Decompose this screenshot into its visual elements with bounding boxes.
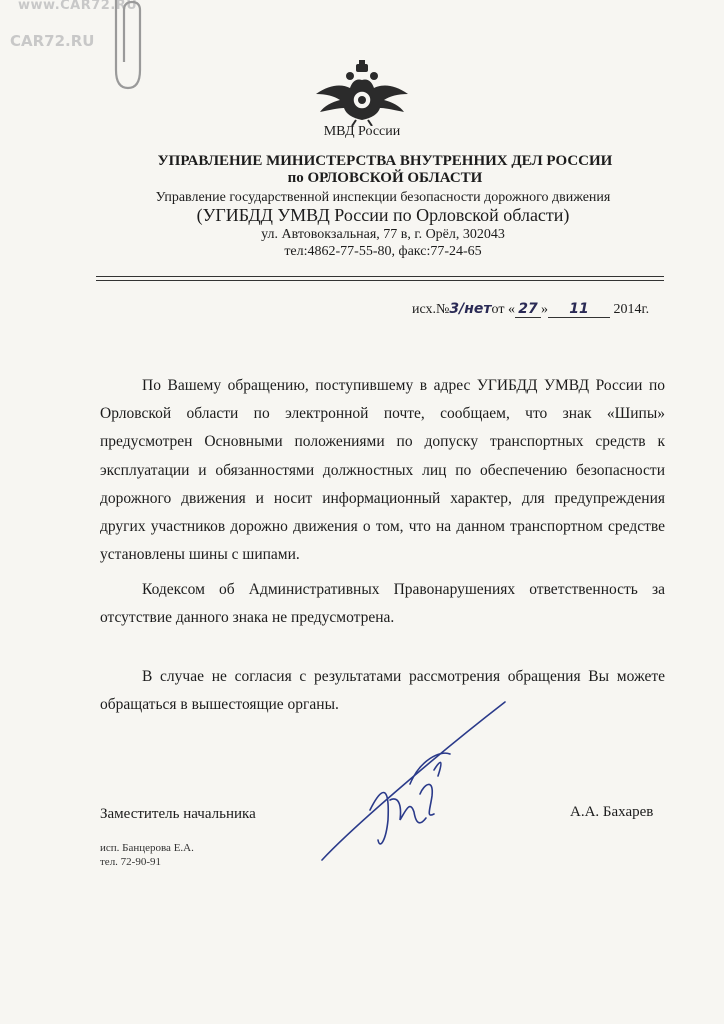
reference-number: 3/нет bbox=[449, 301, 492, 317]
outgoing-reference bbox=[412, 301, 649, 318]
reference-close-quote: » bbox=[540, 302, 548, 317]
paper-clip-icon bbox=[98, 0, 150, 95]
signatory-position: Заместитель начальника bbox=[100, 806, 256, 822]
reference-prefix: исх.№ bbox=[412, 302, 450, 317]
phone-fax: тел:4862-77-55-80, факс:77-24-65 bbox=[284, 244, 482, 259]
body-paragraph-3: В случае не согласия с результатами рассмотрения обращения Вы можете обращаться в вышестоящие органы. bbox=[100, 668, 665, 714]
reference-year: 2014г. bbox=[613, 302, 650, 317]
body-paragraph-1: По Вашему обращению, поступившему в адрес УГИБДД УМВД России по Орловской области по электронной почте, сообщаем, что знак «Шипы» предусмотрен Основными положениями по допуску транспортных средств к эксплуатации и обязанностями должностных лиц по обеспечению безопасности дорожного движения и носит информационный характер, для предупреждения других участников дорожно движения о том, что на данном транспортном средстве установлены шины с шипами. bbox=[100, 377, 665, 564]
address: ул. Автовокзальная, 77 в, г. Орёл, 302043 bbox=[261, 227, 505, 242]
executor-phone: тел. 72-90-91 bbox=[100, 856, 162, 868]
department-abbreviation: (УГИБДД УМВД России по Орловской области) bbox=[196, 205, 570, 225]
signatory-name: А.А. Бахарев bbox=[570, 804, 654, 820]
header-divider-top bbox=[96, 276, 664, 277]
watermark-url: www.CAR72.RU bbox=[18, 0, 138, 13]
body-paragraph-2: Кодексом об Административных Правонарушениях ответственность за отсутствие данного знака не предусмотрена. bbox=[100, 581, 665, 627]
agency-short-name: МВД России bbox=[323, 124, 401, 139]
watermark-logo: CAR72.RU bbox=[10, 32, 95, 50]
executor-name: исп. Банцерова Е.А. bbox=[100, 842, 194, 854]
reference-month: 11 bbox=[548, 301, 610, 318]
document-title-line2: по ОРЛОВСКОЙ ОБЛАСТИ bbox=[287, 170, 483, 186]
handwritten-signature-icon bbox=[310, 700, 530, 870]
reference-day: 27 bbox=[515, 301, 541, 318]
document-title-line1: УПРАВЛЕНИЕ МИНИСТЕРСТВА ВНУТРЕННИХ ДЕЛ РОССИИ bbox=[157, 153, 613, 169]
header-divider-bottom bbox=[96, 280, 664, 281]
double-headed-eagle-emblem-icon bbox=[312, 60, 412, 126]
department-name: Управление государственной инспекции безопасности дорожного движения bbox=[155, 190, 611, 205]
reference-from-label: от « bbox=[491, 302, 515, 317]
